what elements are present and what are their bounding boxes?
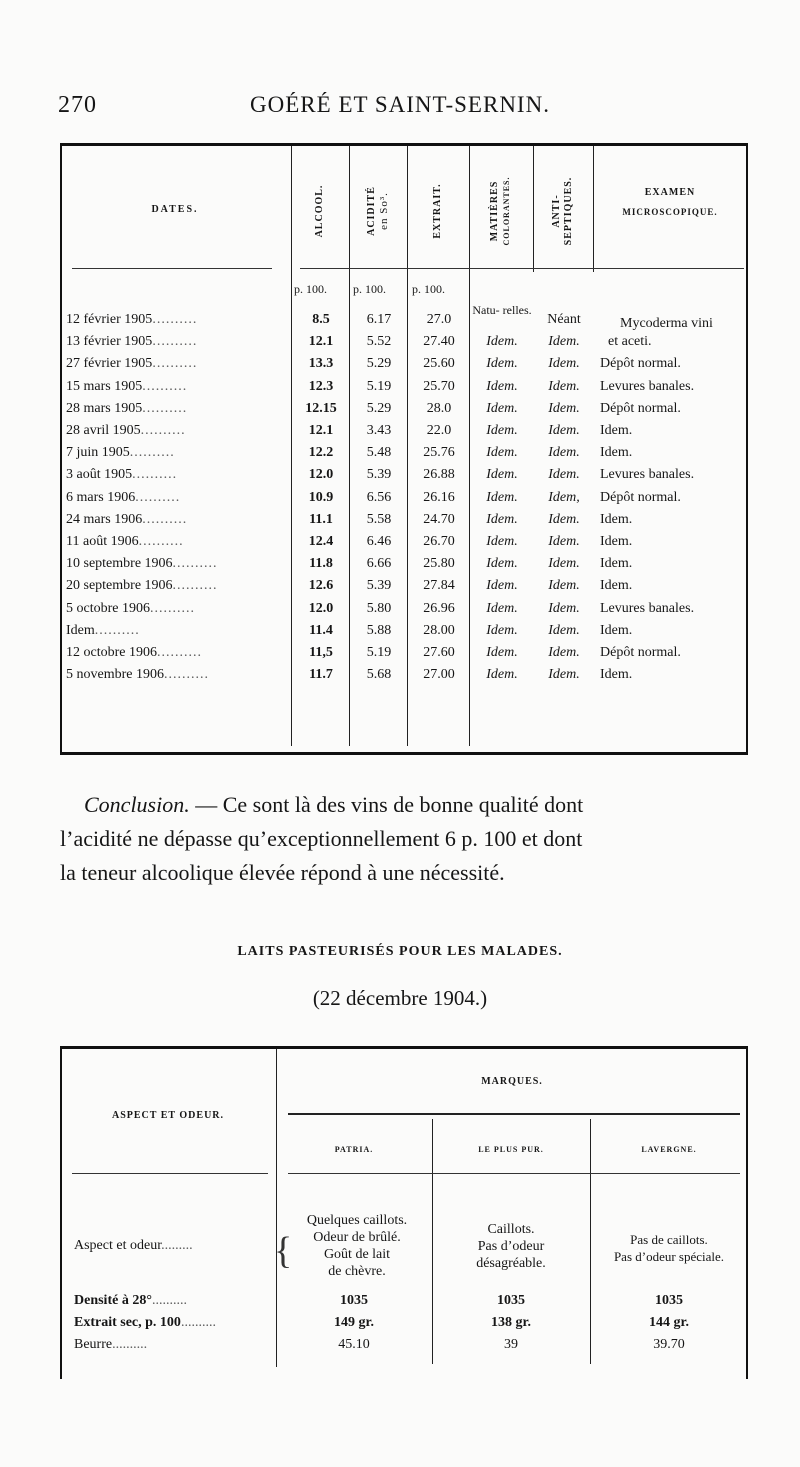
table-row bbox=[60, 512, 748, 535]
row-label: Densité à 28°.......... bbox=[74, 1293, 187, 1308]
row-examen: Levures banales. bbox=[600, 467, 695, 483]
unit-extrait: p. 100. bbox=[412, 282, 445, 296]
row-antiseptiques: Idem. bbox=[548, 534, 580, 549]
row-extrait: 26.96 bbox=[423, 600, 455, 616]
row-alcool: 10.9 bbox=[308, 489, 334, 505]
row-matieres: Idem. bbox=[486, 622, 518, 638]
row-alcool: 12.6 bbox=[308, 578, 334, 594]
row-antiseptiques: Idem. bbox=[548, 356, 580, 372]
row-antiseptiques: Idem. bbox=[548, 467, 580, 483]
row-examen: Idem. bbox=[600, 667, 633, 683]
table-row bbox=[60, 623, 748, 646]
row-matieres: Idem. bbox=[486, 645, 518, 660]
table-row bbox=[60, 667, 748, 690]
row-alcool: 11.4 bbox=[309, 622, 333, 638]
row-examen: Mycoderma vini bbox=[620, 316, 713, 331]
row-acidite: 6.66 bbox=[366, 556, 392, 572]
unit-alcool: p. 100. bbox=[294, 282, 327, 296]
row-alcool: 11.1 bbox=[309, 511, 333, 527]
row-examen: Dépôt normal. bbox=[600, 645, 681, 660]
row-date: 15 mars 1905.......... bbox=[66, 378, 188, 394]
section-title: LAITS PASTEURISÉS POUR LES MALADES. bbox=[237, 944, 563, 959]
row-extrait: 26.70 bbox=[423, 534, 455, 549]
row-date: 20 septembre 1906.......... bbox=[66, 578, 218, 594]
row-matieres: Idem. bbox=[486, 334, 518, 350]
row-date: 10 septembre 1906.......... bbox=[66, 556, 218, 572]
row-matieres: Idem. bbox=[486, 467, 518, 483]
row-alcool: 13.3 bbox=[308, 356, 334, 372]
row-antiseptiques: Idem. bbox=[548, 622, 580, 638]
header-marques: MARQUES. bbox=[481, 1076, 543, 1087]
row-extrait: 28.0 bbox=[426, 400, 452, 416]
table-row bbox=[60, 401, 748, 424]
header-antiseptiques: ANTI- SEPTIQUES. bbox=[551, 176, 574, 246]
table-row bbox=[60, 534, 748, 557]
row-alcool: 8.5 bbox=[312, 312, 330, 327]
row-antiseptiques: Idem. bbox=[548, 667, 580, 683]
row-extrait: 27.84 bbox=[423, 578, 455, 594]
aspect-le-plus-pur: Caillots. Pas d’odeur désagréable. bbox=[476, 1222, 546, 1271]
row-date: 6 mars 1906.......... bbox=[66, 489, 181, 505]
row-antiseptiques: Idem. bbox=[548, 378, 580, 394]
row-examen: Dépôt normal. bbox=[600, 489, 681, 505]
row-alcool: 12.1 bbox=[308, 423, 334, 438]
table-row bbox=[60, 490, 748, 513]
conclusion-line-1: Conclusion. — Ce sont là des vins de bonne qualité dont bbox=[84, 792, 584, 817]
row-lavergne: 39.70 bbox=[653, 1337, 685, 1352]
row-antiseptiques: Idem. bbox=[548, 400, 580, 416]
row-examen: Dépôt normal. bbox=[600, 356, 681, 372]
row-examen: Idem. bbox=[600, 423, 633, 438]
row-alcool: 12.0 bbox=[308, 467, 334, 483]
row-antiseptiques: Idem. bbox=[548, 556, 580, 572]
brace-icon: { bbox=[274, 1230, 293, 1272]
table-row bbox=[60, 334, 748, 357]
table-row bbox=[60, 467, 748, 490]
row-acidite: 5.29 bbox=[366, 356, 392, 372]
row-extrait: 27.0 bbox=[426, 312, 452, 327]
page-number: 270 bbox=[58, 92, 97, 118]
aspect-lavergne: Pas de caillots. Pas d’odeur spéciale. bbox=[613, 1232, 725, 1264]
header-patria: PATRIA. bbox=[334, 1145, 374, 1154]
row-antiseptiques: Idem, bbox=[548, 489, 580, 505]
table-row bbox=[60, 556, 748, 579]
row-acidite: 5.19 bbox=[366, 645, 392, 660]
row-extrait: 27.60 bbox=[423, 645, 455, 660]
row-lavergne: 1035 bbox=[655, 1293, 683, 1308]
row-acidite: 5.68 bbox=[366, 667, 392, 683]
header-dates: DATES. bbox=[151, 204, 199, 215]
row-date: 7 juin 1905.......... bbox=[66, 445, 175, 461]
table-row bbox=[60, 601, 748, 624]
row-examen: Levures banales. bbox=[600, 378, 695, 394]
header-le-plus-pur: LE PLUS PUR. bbox=[478, 1145, 544, 1154]
row-patria: 45.10 bbox=[338, 1337, 370, 1352]
row-date: 28 avril 1905.......... bbox=[66, 423, 186, 438]
row-matieres: Idem. bbox=[486, 511, 518, 527]
row-antiseptiques: Néant bbox=[547, 312, 581, 327]
row-matieres: Idem. bbox=[486, 423, 518, 438]
row-le-plus-pur: 138 gr. bbox=[491, 1315, 531, 1330]
row-matieres: Idem. bbox=[486, 356, 518, 372]
row-antiseptiques: Idem. bbox=[548, 645, 580, 660]
row-examen: Idem. bbox=[600, 534, 633, 549]
row-antiseptiques: Idem. bbox=[548, 511, 580, 527]
header-alcool: ALCOOL. bbox=[314, 184, 325, 238]
table-row bbox=[60, 1337, 748, 1359]
header-matieres: MATIÈRES COLORANTES. bbox=[489, 176, 511, 246]
row-date: 13 février 1905.......... bbox=[66, 334, 198, 350]
row-matieres: Natu- relles. bbox=[472, 303, 532, 317]
header-lavergne: LAVERGNE. bbox=[641, 1145, 697, 1154]
row-matieres: Idem. bbox=[486, 489, 518, 505]
table-row bbox=[60, 303, 748, 335]
row-date: 11 août 1906.......... bbox=[66, 534, 184, 549]
row-examen: Idem. bbox=[600, 445, 633, 461]
row-matieres: Idem. bbox=[486, 600, 518, 616]
row-extrait: 24.70 bbox=[423, 511, 455, 527]
row-label: Beurre.......... bbox=[74, 1337, 148, 1352]
row-date: 24 mars 1906.......... bbox=[66, 511, 188, 527]
row-matieres: Idem. bbox=[486, 556, 518, 572]
header-aspect: ASPECT ET ODEUR. bbox=[111, 1110, 225, 1121]
row-alcool: 12.2 bbox=[308, 445, 334, 461]
table-row bbox=[60, 645, 748, 668]
row-acidite: 5.39 bbox=[366, 578, 392, 594]
row-acidite: 5.48 bbox=[366, 445, 392, 461]
row-extrait: 26.88 bbox=[423, 467, 455, 483]
row-date: 3 août 1905.......... bbox=[66, 467, 178, 483]
row-acidite: 5.80 bbox=[366, 600, 392, 616]
row-examen: Dépôt normal. bbox=[600, 400, 681, 416]
table-row bbox=[60, 356, 748, 379]
row-patria: 149 gr. bbox=[334, 1315, 374, 1330]
row-extrait: 22.0 bbox=[426, 423, 452, 438]
header-examen: EXAMEN MICROSCOPIQUE. bbox=[622, 187, 718, 217]
row-extrait: 25.70 bbox=[423, 378, 455, 394]
row-examen: Idem. bbox=[600, 622, 633, 638]
row-date: 27 février 1905.......... bbox=[66, 356, 198, 372]
row-alcool: 12.4 bbox=[308, 534, 334, 549]
row-acidite: 6.56 bbox=[366, 489, 392, 505]
row-alcool: 12.15 bbox=[305, 400, 337, 416]
row-acidite: 5.29 bbox=[366, 400, 392, 416]
row-antiseptiques: Idem. bbox=[548, 445, 580, 461]
row-alcool: 11.8 bbox=[309, 556, 333, 572]
row-acidite: 3.43 bbox=[366, 423, 392, 438]
row-matieres: Idem. bbox=[486, 534, 518, 549]
row-label: Extrait sec, p. 100.......... bbox=[74, 1315, 216, 1330]
row-alcool: 12.1 bbox=[308, 334, 334, 350]
conclusion-lead: Conclusion. bbox=[84, 792, 190, 817]
row-extrait: 25.60 bbox=[423, 356, 455, 372]
running-title: GOÉRÉ ET SAINT-SERNIN. bbox=[250, 92, 550, 117]
row-le-plus-pur: 1035 bbox=[497, 1293, 525, 1308]
table-row bbox=[60, 445, 748, 468]
row-antiseptiques: Idem. bbox=[548, 423, 580, 438]
conclusion-line-2: l’acidité ne dépasse qu’exceptionnellement 6 p. 100 et dont bbox=[60, 826, 583, 851]
row-extrait: 27.00 bbox=[423, 667, 455, 683]
header-acidite: ACIDITÉ en So³. bbox=[366, 186, 390, 236]
row-alcool: 12.0 bbox=[308, 600, 334, 616]
row-date: 5 octobre 1906.......... bbox=[66, 600, 195, 616]
row-antiseptiques: Idem. bbox=[548, 600, 580, 616]
row-extrait: 27.40 bbox=[423, 334, 455, 350]
row-alcool: 11.7 bbox=[309, 667, 333, 683]
row-acidite: 5.19 bbox=[366, 378, 392, 394]
row-examen: et aceti. bbox=[608, 334, 652, 350]
row-extrait: 26.16 bbox=[423, 489, 455, 505]
row-date: 12 octobre 1906.......... bbox=[66, 645, 202, 660]
aspect-label: Aspect et odeur......... bbox=[74, 1238, 193, 1253]
row-examen: Idem. bbox=[600, 556, 633, 572]
wine-analysis-table bbox=[60, 143, 748, 755]
row-alcool: 12.3 bbox=[308, 378, 334, 394]
row-matieres: Idem. bbox=[486, 445, 518, 461]
table-row bbox=[60, 1315, 748, 1337]
table-row bbox=[60, 1293, 748, 1315]
row-date: Idem.......... bbox=[66, 622, 140, 638]
row-examen: Idem. bbox=[600, 578, 633, 594]
row-date: 28 mars 1905.......... bbox=[66, 400, 188, 416]
conclusion-line-3: la teneur alcoolique élevée répond à une nécessité. bbox=[60, 860, 505, 885]
table-row bbox=[60, 578, 748, 601]
row-acidite: 6.17 bbox=[366, 312, 392, 327]
row-antiseptiques: Idem. bbox=[548, 334, 580, 350]
row-extrait: 25.80 bbox=[423, 556, 455, 572]
row-matieres: Idem. bbox=[486, 378, 518, 394]
row-lavergne: 144 gr. bbox=[649, 1315, 689, 1330]
row-matieres: Idem. bbox=[486, 400, 518, 416]
table-row bbox=[60, 423, 748, 446]
row-date: 12 février 1905.......... bbox=[66, 312, 198, 327]
row-matieres: Idem. bbox=[486, 667, 518, 683]
row-examen: Levures banales. bbox=[600, 600, 695, 616]
row-matieres: Idem. bbox=[486, 578, 518, 594]
row-acidite: 5.58 bbox=[366, 511, 392, 527]
row-extrait: 28.00 bbox=[423, 622, 455, 638]
row-le-plus-pur: 39 bbox=[504, 1337, 518, 1352]
row-examen: Idem. bbox=[600, 511, 633, 527]
row-date: 5 novembre 1906.......... bbox=[66, 667, 209, 683]
row-antiseptiques: Idem. bbox=[548, 578, 580, 594]
milk-table bbox=[60, 1046, 748, 1379]
row-acidite: 6.46 bbox=[366, 534, 392, 549]
section-date: (22 décembre 1904.) bbox=[312, 986, 488, 1010]
row-alcool: 11,5 bbox=[309, 645, 333, 660]
header-extrait: EXTRAIT. bbox=[432, 183, 443, 239]
aspect-patria: Quelques caillots. Odeur de brûlé. Goût de lait de chèvre. bbox=[306, 1213, 408, 1279]
row-patria: 1035 bbox=[340, 1293, 368, 1308]
row-acidite: 5.52 bbox=[366, 334, 392, 350]
row-acidite: 5.88 bbox=[366, 622, 392, 638]
row-extrait: 25.76 bbox=[423, 445, 455, 461]
unit-acidite: p. 100. bbox=[353, 282, 386, 296]
row-acidite: 5.39 bbox=[366, 467, 392, 483]
table-row bbox=[60, 379, 748, 402]
